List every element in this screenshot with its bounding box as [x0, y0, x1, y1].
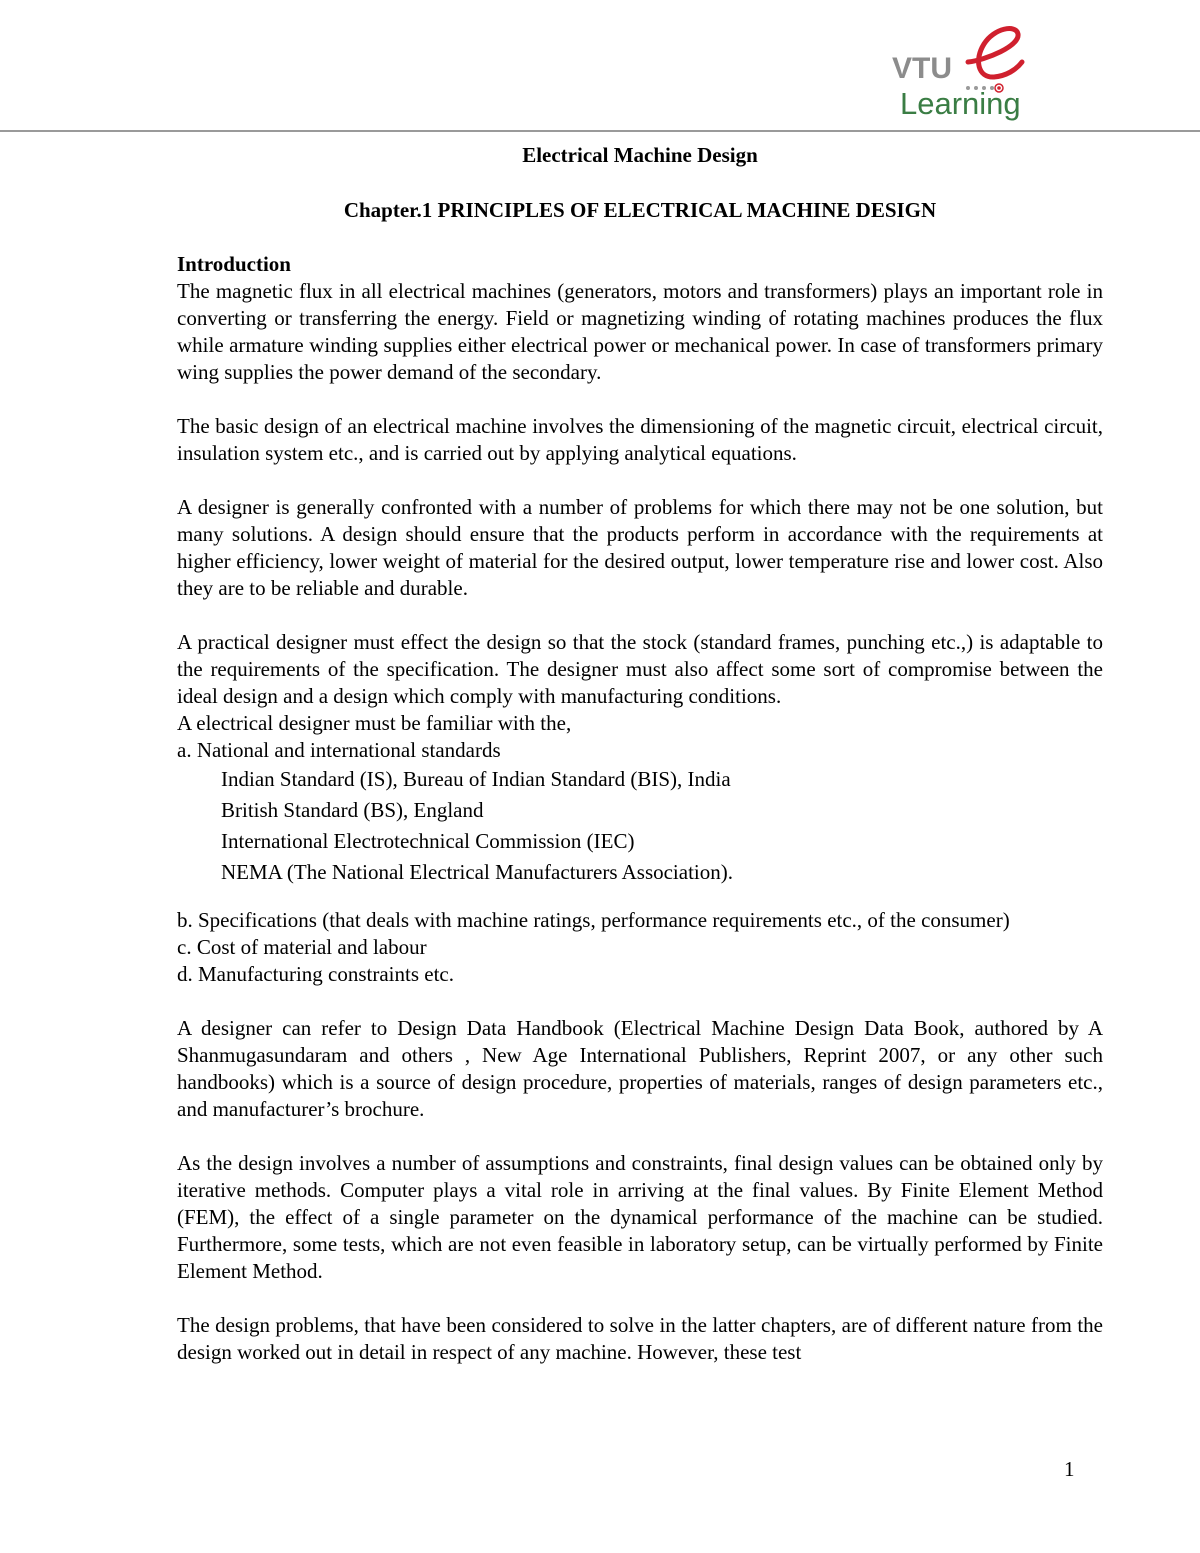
standards-list [177, 764, 1103, 888]
paragraph: A practical designer must effect the design so that the stock (standard frames, punching etc.,) is adaptable to the requirements of the specification. The designer must also affect some sort of compromise between the ideal design and a design which comply with manufacturing conditions. [177, 630, 1103, 708]
standard-item: NEMA (The National Electrical Manufacturers Association). [221, 860, 733, 884]
list-item-b: b. Specifications (that deals with machine ratings, performance requirements etc., of the consumer) [177, 908, 1010, 932]
list-item-a: a. National and international standards [177, 738, 501, 762]
header-divider [0, 130, 1200, 132]
logo-text-learning: Learning [900, 86, 1021, 121]
vtu-e-learning-logo [890, 24, 1035, 124]
paragraph: The magnetic flux in all electrical machines (generators, motors and transformers) plays an important role in converting or transferring the energy. Field or magnetizing winding of rotating machines produces the flux while armature winding supplies either electrical power or mechanical power. In case of transformers primary wing supplies the power demand of the secondary. [177, 279, 1103, 384]
standard-item: International Electrotechnical Commission (IEC) [221, 829, 635, 853]
paragraph: As the design involves a number of assumptions and constraints, final design values can be obtained only by iterative methods. Computer plays a vital role in arriving at the final values. By Finite Element Method (FEM), the effect of a single parameter on the dynamical performance of the machine can be studied. Furthermore, some tests, which are not even feasible in laboratory setup, can be virtually performed by Finite Element Method. [177, 1151, 1103, 1283]
chapter-title: Chapter.1 PRINCIPLES OF ELECTRICAL MACHINE DESIGN [343, 198, 937, 222]
paragraph: A designer is generally confronted with a number of problems for which there may not be one solution, but many solutions. A design should ensure that the products perform in accordance with the requirements at higher efficiency, lower weight of material for the desired output, lower temperature rise and lower cost. Also they are to be reliable and durable. [177, 495, 1103, 600]
logo-e-swoosh [968, 29, 1022, 77]
list-item-c: c. Cost of material and labour [177, 935, 427, 959]
list-item-d: d. Manufacturing constraints etc. [177, 962, 454, 986]
document-title: Electrical Machine Design [522, 143, 758, 167]
vtu-e-learning-logo-graphic [890, 24, 1035, 124]
paragraph: The basic design of an electrical machine involves the dimensioning of the magnetic circuit, electrical circuit, insulation system etc., and is carried out by applying analytical equations. [177, 414, 1103, 465]
document-body [177, 140, 1103, 1366]
paragraph: A designer can refer to Design Data Handbook (Electrical Machine Design Data Book, authored by A Shanmugasundaram and others , New Age International Publishers, Reprint 2007, or any other such handbooks) which is a source of design procedure, properties of materials, ranges of design parameters etc., and manufacturer’s brochure. [177, 1016, 1103, 1121]
paragraph: The design problems, that have been considered to solve in the latter chapters, are of different nature from the design worked out in detail in respect of any machine. However, these test [177, 1313, 1103, 1364]
page-number: 1 [1064, 1457, 1075, 1481]
section-heading-introduction: Introduction [177, 252, 291, 276]
standard-item: Indian Standard (IS), Bureau of Indian Standard (BIS), India [221, 767, 731, 791]
logo-text-vtu: VTU [892, 52, 952, 85]
familiar-intro: A electrical designer must be familiar with the, [177, 711, 572, 735]
standard-item: British Standard (BS), England [221, 798, 484, 822]
